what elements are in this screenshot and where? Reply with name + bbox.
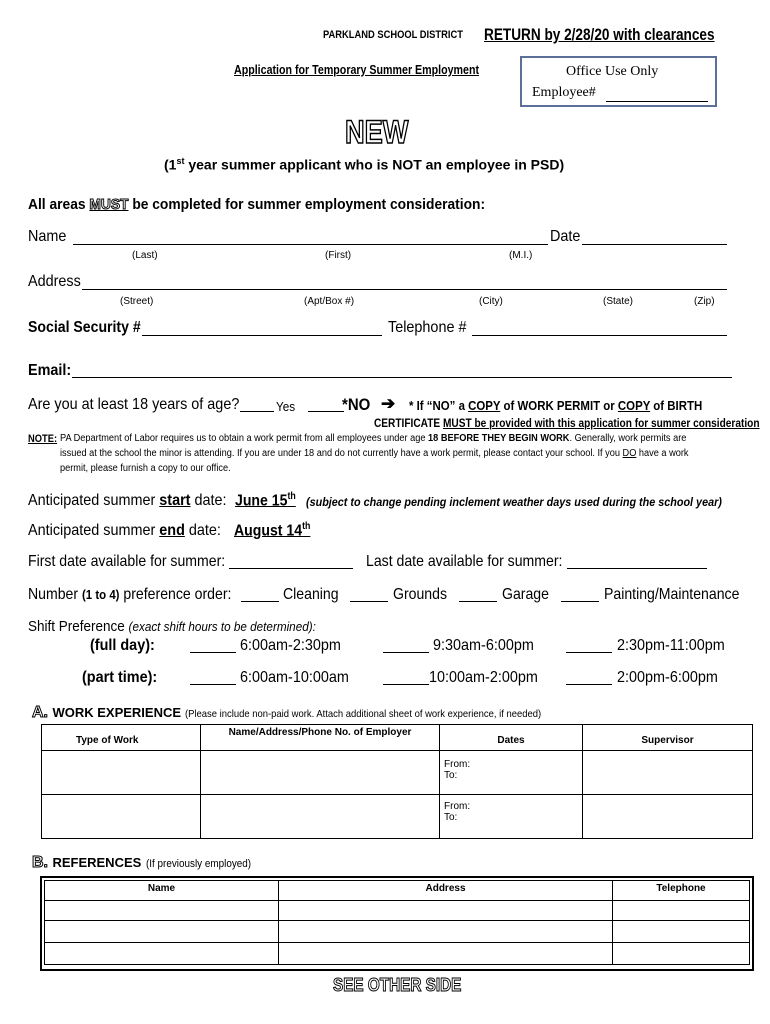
ref-telephone-cell[interactable] xyxy=(613,901,750,921)
full-shift-1-field[interactable] xyxy=(190,652,236,653)
ref-address-cell[interactable] xyxy=(279,901,613,921)
work-employer-cell[interactable] xyxy=(201,795,440,839)
option-painting: Painting/Maintenance xyxy=(604,586,740,603)
note-line-1: PA Department of Labor requires us to obtain a work permit from all employees under age 18 BEFORE THEY BEGIN WORK. Generally, work permits are xyxy=(60,433,687,444)
employee-number-line[interactable] xyxy=(606,101,708,102)
last-available-field[interactable] xyxy=(567,568,707,569)
first-available-label: First date available for summer: xyxy=(28,553,226,570)
certificate-instruction: CERTIFICATE MUST be provided with this application for summer consideration xyxy=(374,418,760,430)
start-date-note: (subject to change pending inclement weather days used during the school year) xyxy=(306,495,722,509)
return-notice: RETURN by 2/28/20 with clearances xyxy=(484,25,715,44)
street-hint: (Street) xyxy=(120,296,154,307)
work-type-cell[interactable] xyxy=(42,751,201,795)
part-time-label: (part time): xyxy=(82,669,158,686)
see-other-side: SEE OTHER SIDE xyxy=(333,975,462,995)
from-label: From: xyxy=(444,759,471,770)
end-date-value: August 14th xyxy=(234,521,311,540)
age-yes-field[interactable] xyxy=(240,411,274,412)
note-label: NOTE: xyxy=(28,433,58,445)
ref-name-cell[interactable] xyxy=(45,921,279,943)
last-name-hint: (Last) xyxy=(132,250,158,261)
district-name: PARKLAND SCHOOL DISTRICT xyxy=(323,29,463,41)
part-shift-1: 6:00am-10:00am xyxy=(240,669,349,686)
work-employer-cell[interactable] xyxy=(201,751,440,795)
ssn-label: Social Security # xyxy=(28,319,141,336)
full-day-label: (full day): xyxy=(90,637,155,654)
garage-rank-field[interactable] xyxy=(459,601,497,602)
work-supervisor-cell[interactable] xyxy=(583,795,753,839)
full-shift-3: 2:30pm-11:00pm xyxy=(617,637,725,654)
part-shift-1-field[interactable] xyxy=(190,684,236,685)
work-experience-heading: A. WORK EXPERIENCE (Please include non-paid work. Attach additional sheet of work experience, if needed) xyxy=(32,704,542,721)
work-header-supervisor: Supervisor xyxy=(583,725,753,751)
arrow-right-icon: ➔ xyxy=(381,394,396,413)
option-cleaning: Cleaning xyxy=(283,586,339,603)
middle-initial-hint: (M.I.) xyxy=(509,250,533,261)
date-label: Date xyxy=(550,228,581,245)
painting-rank-field[interactable] xyxy=(561,601,599,602)
part-shift-2: 10:00am-2:00pm xyxy=(429,669,538,686)
age-question: Are you at least 18 years of age? xyxy=(28,396,240,413)
work-type-cell[interactable] xyxy=(42,795,201,839)
references-table xyxy=(44,880,750,965)
name-field[interactable] xyxy=(73,244,548,245)
table-row xyxy=(42,751,753,795)
note-line-3: permit, please furnish a copy to our office. xyxy=(60,463,231,474)
apt-hint: (Apt/Box #) xyxy=(304,296,355,307)
first-name-hint: (First) xyxy=(325,250,352,261)
to-label: To: xyxy=(444,812,458,823)
work-experience-table xyxy=(41,724,753,839)
cleaning-rank-field[interactable] xyxy=(241,601,279,602)
part-shift-3-field[interactable] xyxy=(566,684,612,685)
ref-address-cell[interactable] xyxy=(279,943,613,965)
table-row xyxy=(45,901,750,921)
table-row xyxy=(45,943,750,965)
work-supervisor-cell[interactable] xyxy=(583,751,753,795)
ref-address-cell[interactable] xyxy=(279,921,613,943)
address-label: Address xyxy=(28,273,81,290)
application-title: Application for Temporary Summer Employment xyxy=(234,62,480,77)
part-shift-2-field[interactable] xyxy=(383,684,429,685)
ref-telephone-cell[interactable] xyxy=(613,921,750,943)
telephone-field[interactable] xyxy=(472,335,727,336)
new-badge: NEW xyxy=(345,114,409,150)
full-shift-3-field[interactable] xyxy=(566,652,612,653)
ref-header-telephone: Telephone xyxy=(613,881,750,901)
start-date-label: Anticipated summer start date: xyxy=(28,492,227,509)
work-dates-cell[interactable] xyxy=(440,795,583,839)
from-label: From: xyxy=(444,801,471,812)
work-dates-cell[interactable] xyxy=(440,751,583,795)
to-label: To: xyxy=(444,770,458,781)
ssn-field[interactable] xyxy=(142,335,382,336)
work-header-type: Type of Work xyxy=(42,725,201,751)
ref-name-cell[interactable] xyxy=(45,901,279,921)
table-row xyxy=(42,795,753,839)
work-header-dates: Dates xyxy=(440,725,583,751)
name-label: Name xyxy=(28,228,67,245)
shift-preference-label: Shift Preference (exact shift hours to be determined): xyxy=(28,618,316,635)
age-no-label: *NO xyxy=(342,395,371,414)
telephone-label: Telephone # xyxy=(388,319,467,336)
zip-hint: (Zip) xyxy=(694,296,715,307)
ref-telephone-cell[interactable] xyxy=(613,943,750,965)
age-yes-label: Yes xyxy=(276,399,296,414)
option-grounds: Grounds xyxy=(393,586,448,603)
ref-header-address: Address xyxy=(279,881,613,901)
preference-label: Number (1 to 4) preference order: xyxy=(28,586,232,603)
new-applicant-subtitle: (1st year summer applicant who is NOT an employee in PSD) xyxy=(164,156,565,173)
references-heading: B. REFERENCES (If previously employed) xyxy=(32,854,251,871)
ref-header-name: Name xyxy=(45,881,279,901)
full-shift-2-field[interactable] xyxy=(383,652,429,653)
email-field[interactable] xyxy=(72,377,732,378)
state-hint: (State) xyxy=(603,296,634,307)
start-date-value: June 15th xyxy=(235,491,296,510)
full-shift-2: 9:30am-6:00pm xyxy=(433,637,534,654)
option-garage: Garage xyxy=(502,586,549,603)
age-no-field[interactable] xyxy=(308,411,344,412)
work-header-employer: Name/Address/Phone No. of Employer xyxy=(201,725,440,751)
ref-name-cell[interactable] xyxy=(45,943,279,965)
last-available-label: Last date available for summer: xyxy=(366,553,563,570)
office-use-label: Office Use Only xyxy=(566,64,659,79)
email-label: Email: xyxy=(28,362,72,379)
city-hint: (City) xyxy=(479,296,503,307)
if-no-instruction: * If “NO” a COPY of WORK PERMIT or COPY of BIRTH xyxy=(409,398,703,413)
table-row xyxy=(45,921,750,943)
grounds-rank-field[interactable] xyxy=(350,601,388,602)
office-use-box xyxy=(520,56,717,107)
part-shift-3: 2:00pm-6:00pm xyxy=(617,669,718,686)
address-field[interactable] xyxy=(82,289,727,290)
date-field[interactable] xyxy=(582,244,727,245)
full-shift-1: 6:00am-2:30pm xyxy=(240,637,341,654)
intro-instruction: All areas MUST be completed for summer employment consideration: xyxy=(28,196,486,213)
end-date-label: Anticipated summer end date: xyxy=(28,522,221,539)
first-available-field[interactable] xyxy=(229,568,353,569)
employee-number-label: Employee# xyxy=(532,85,596,100)
note-line-2: issued at the school the minor is attending. If you are under 18 and do not currently have a work permit, please contact your school. If you DO have a work xyxy=(60,448,689,459)
